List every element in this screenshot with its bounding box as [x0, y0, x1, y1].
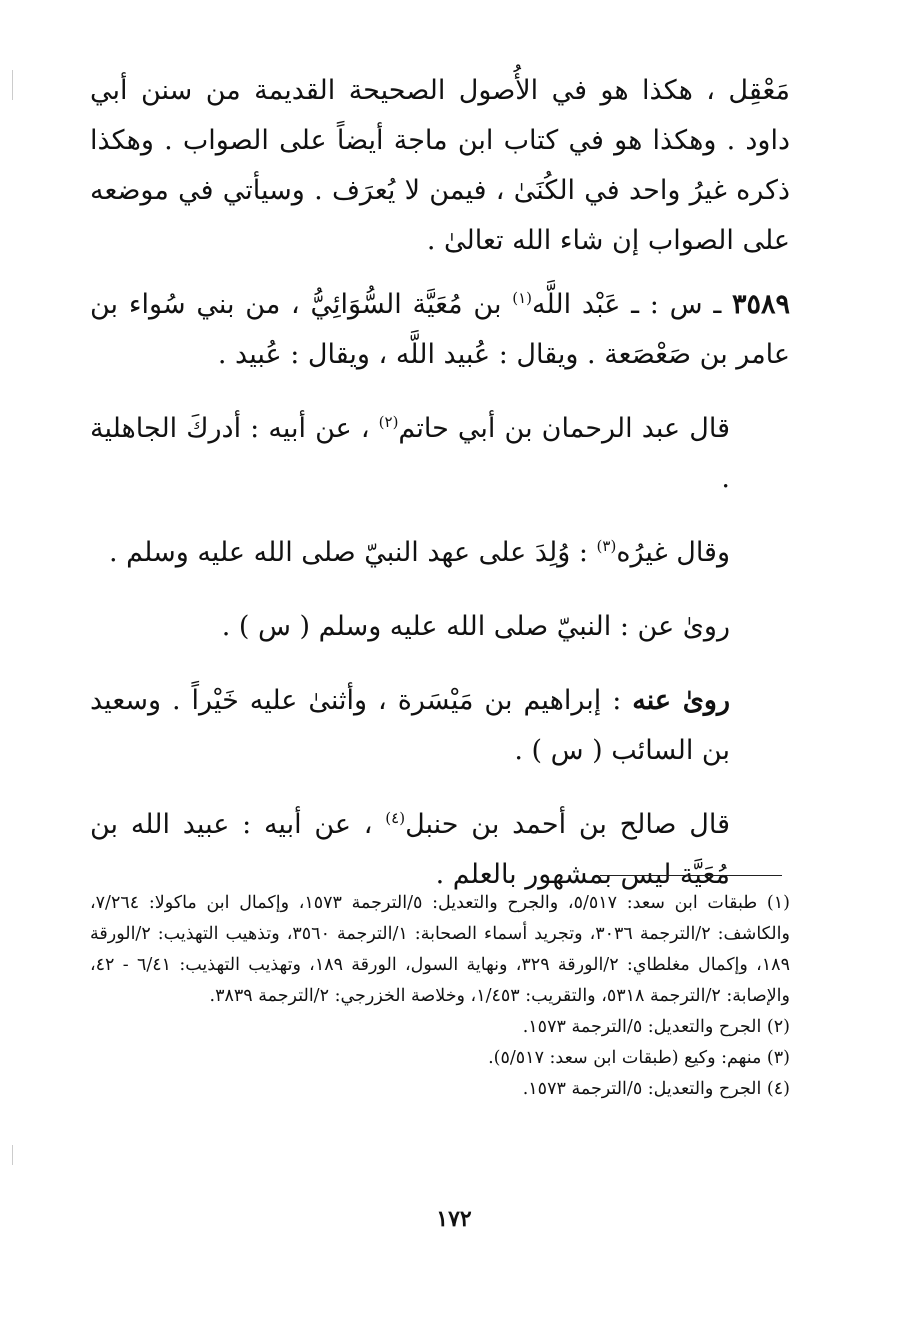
footnote-1: (١) طبقات ابن سعد: ٥/٥١٧، والجرح والتعديل: ٥/الترجمة ١٥٧٣، وإكمال ابن ماكولا: ٧/٢٦٤، والكاشف: ٢/الترجمة ٣٠٣٦، وتجريد أسماء الصحابة: ١/الترجمة ٣٥٦٠، وتذهيب التهذيب: ٢/الورقة ١٨٩، وإكمال مغلطاي: ٢/الورقة ٣٢٩، ونهاية السول، الورقة ١٨٩، وتهذيب التهذيب: ٦/٤١ - ٤٢، والإصابة: ٢/الترجمة ٥٣١٨، والتقريب: ١/٤٥٣، وخلاصة الخزرجي: ٢/الترجمة ٣٨٣٩. — [90, 893, 790, 1006]
entry-heading — [90, 280, 790, 380]
section-label: رویٰ عنه — [632, 685, 731, 716]
paragraph-text: ، عن أبيه : عبيد الله بن مُعَيَّة ليس بمشهور بالعلم . — [90, 809, 730, 890]
footnote-ref: (٢) — [378, 413, 399, 431]
footnote-divider — [600, 875, 782, 876]
paragraph-text: قال عبد الرحمان بن أبي حاتم — [398, 413, 731, 444]
entry-text: بن مُعَيَّة السُّوَائِيُّ ، من بني سُواء بن عامر بن صَعْصَعة . ويقال : عُبيد اللَّه ، ويقال : عُبيد . — [90, 289, 790, 370]
footnote-4: (٤) الجرح والتعديل: ٥/الترجمة ١٥٧٣. — [522, 1079, 790, 1099]
paragraph-text: مَعْقِل ، هكذا هو في الأُصول الصحيحة القديمة من سنن أبي داود . وهكذا هو في كتاب ابن ماجة أيضاً على الصواب . وهكذا ذكره غيرُ واحد في الكُنَىٰ ، فيمن لا يُعرَف . وسيأتي في موضعه على الصواب إن شاء الله تعالىٰ . — [90, 75, 790, 256]
main-text — [90, 66, 790, 900]
footnote-ref: (٤) — [385, 809, 406, 827]
footnote-ref: (٣) — [596, 537, 617, 555]
footnote-2: (٢) الجرح والتعديل: ٥/الترجمة ١٥٧٣. — [522, 1017, 790, 1037]
paragraph-salih — [90, 800, 790, 900]
footnote-3: (٣) منهم: وكيع (طبقات ابن سعد: ٥/٥١٧). — [488, 1048, 790, 1068]
paragraph-text: قال صالح بن أحمد بن حنبل — [405, 809, 731, 840]
paragraph-continuation — [90, 66, 790, 266]
footnotes — [90, 888, 790, 1105]
page-number: ١٧٢ — [436, 1206, 472, 1232]
paragraph-text: : إبراهيم بن مَيْسَرة ، وأثنىٰ عليه خَيْراً . وسعيد بن السائب ( س ) . — [90, 685, 730, 766]
paragraph-text: : وُلِدَ على عهد النبيّ صلى الله عليه وسلم . — [109, 537, 597, 568]
paragraph-narrated-from — [90, 602, 790, 652]
footnote-ref: (١) — [512, 289, 533, 307]
scan-margin-mark — [12, 1145, 13, 1165]
scan-margin-mark — [12, 70, 13, 100]
paragraph-others — [90, 528, 790, 578]
paragraph-narrated-by — [90, 676, 790, 776]
paragraph-abu-hatim — [90, 404, 790, 504]
paragraph-text: وقال غيرُه — [616, 537, 730, 568]
entry-number: ٣٥٨٩ — [731, 289, 790, 320]
paragraph-text: رویٰ عن : النبيّ صلى الله عليه وسلم ( س ) . — [221, 611, 730, 642]
entry-text: ـ س : ـ عَبْد اللَّه — [532, 289, 732, 320]
paragraph-text: ، عن أبيه : أدركَ الجاهلية . — [90, 413, 730, 494]
